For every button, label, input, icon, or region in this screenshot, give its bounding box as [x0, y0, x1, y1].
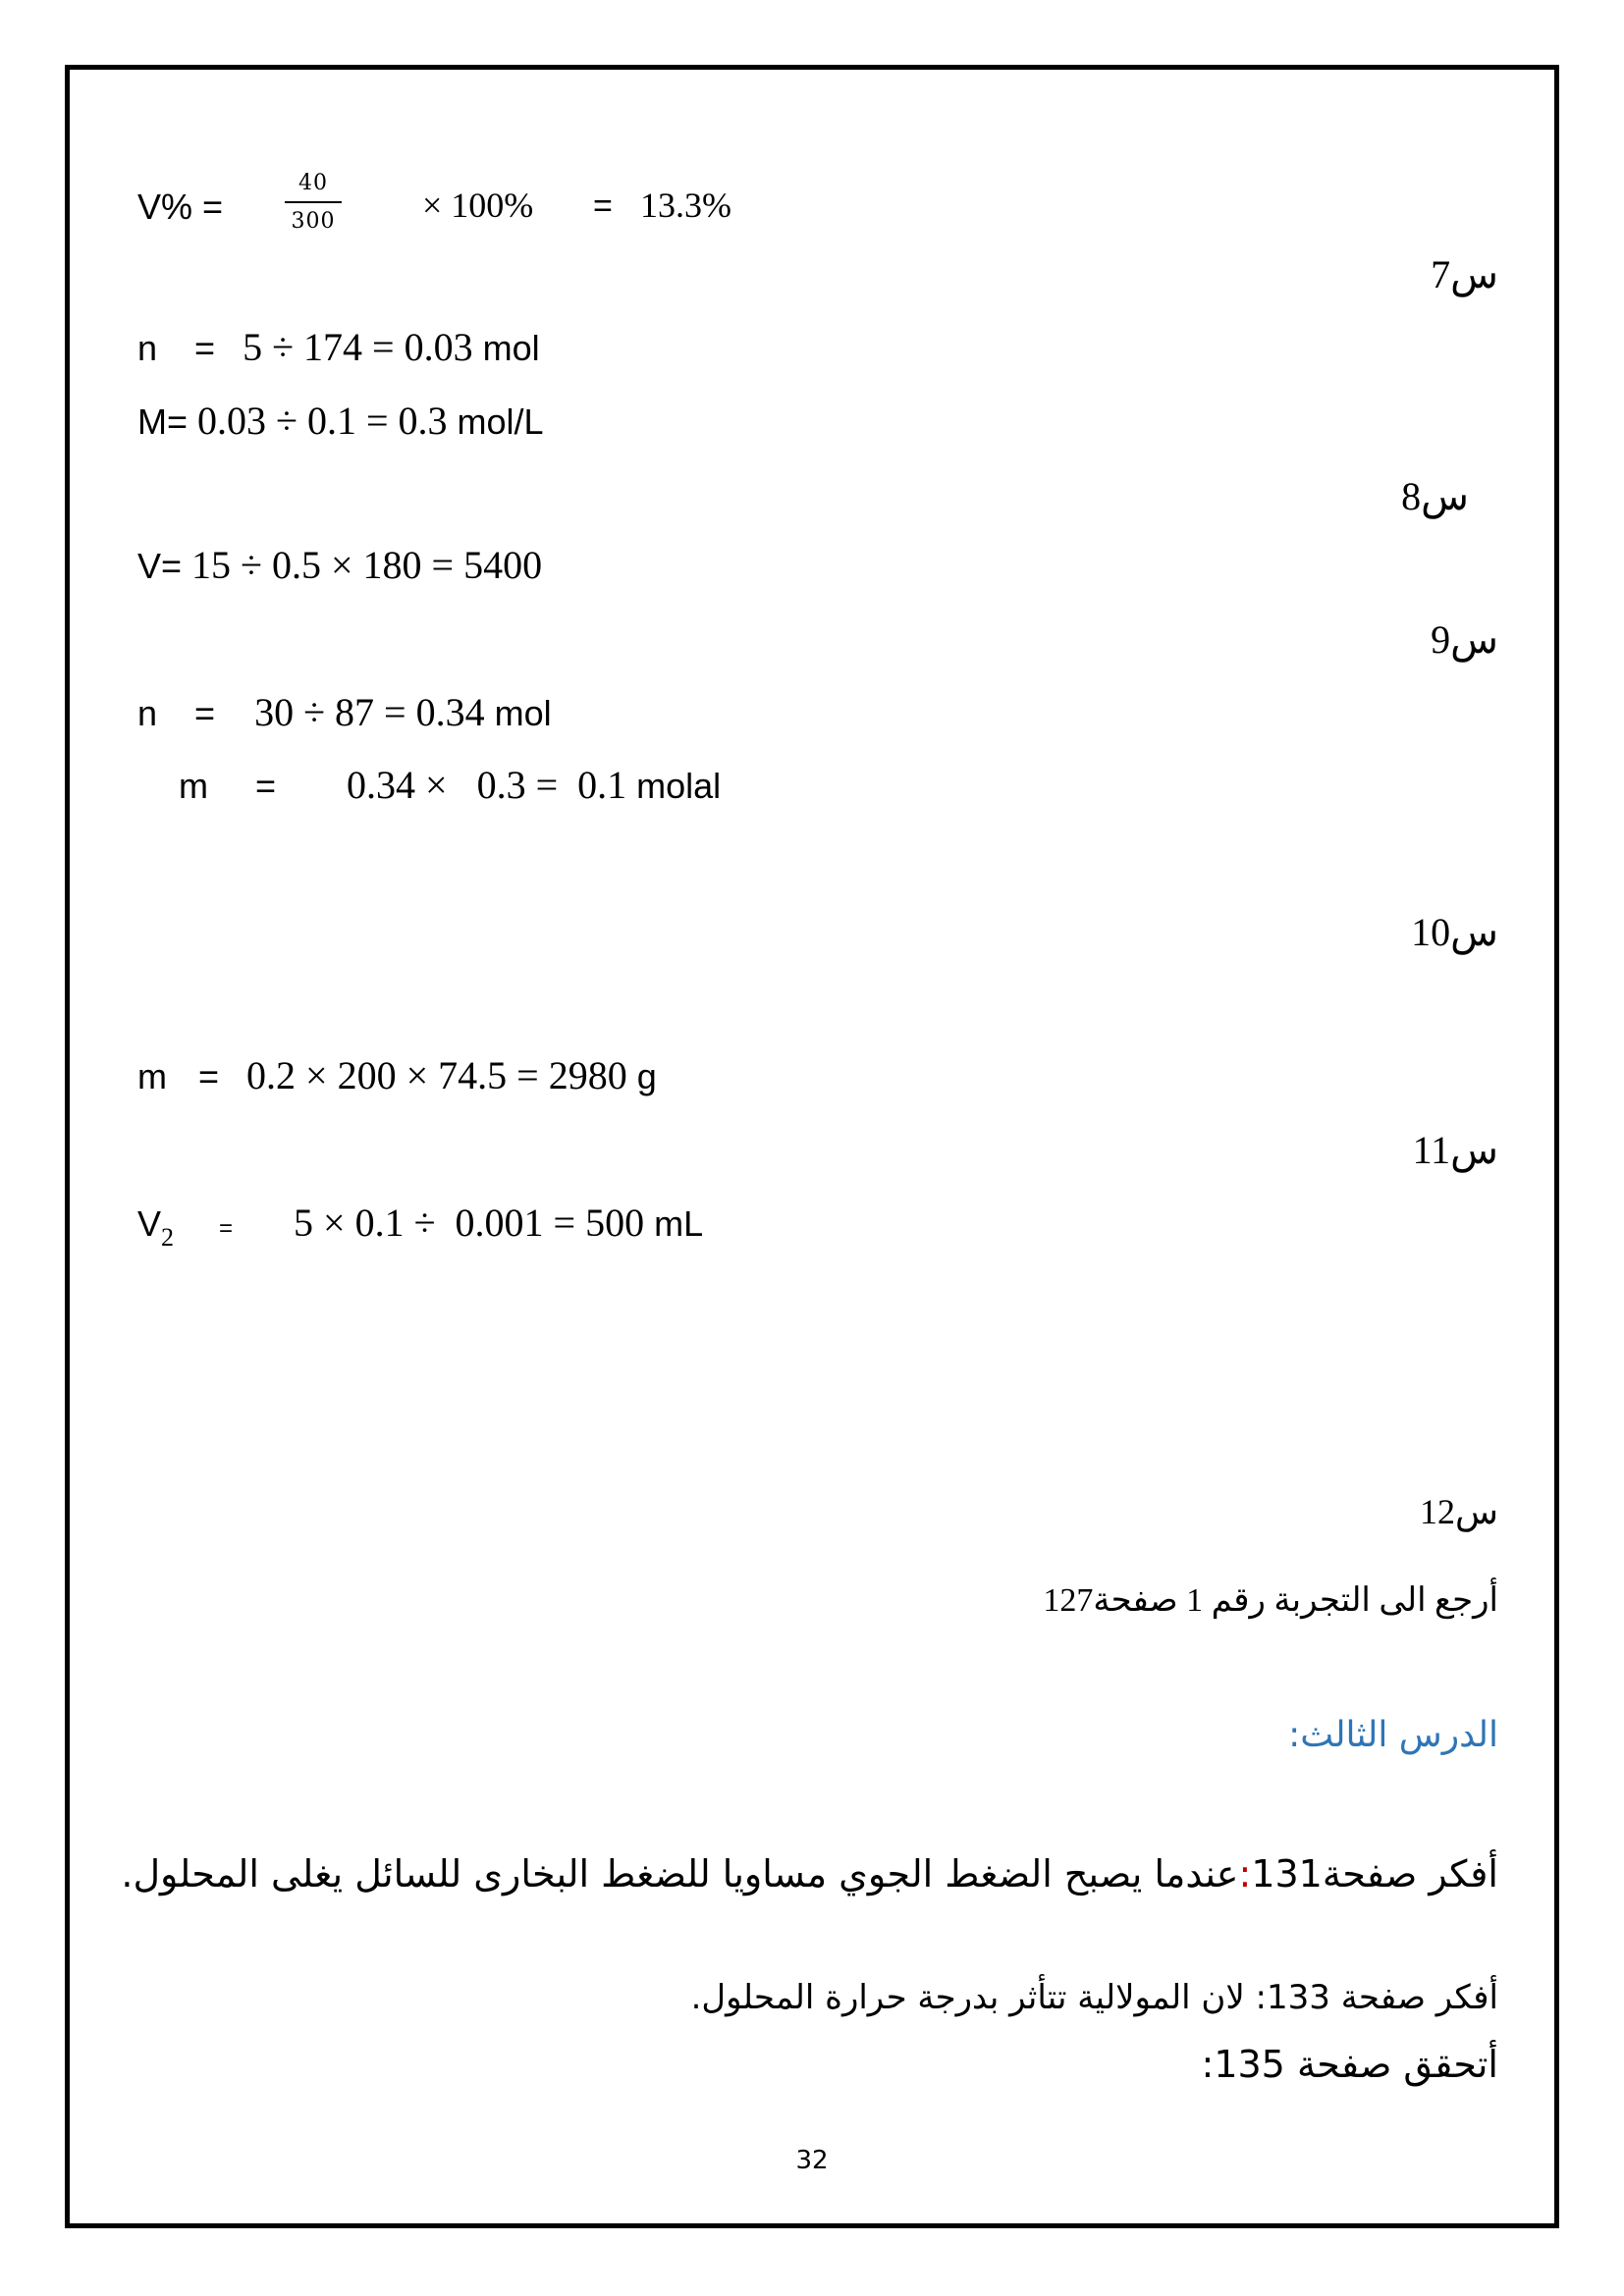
q12-text: أرجع الى التجربة رقم 1 صفحة127 — [1043, 1582, 1498, 1619]
q11-line1-var: V — [137, 1203, 162, 1244]
q9-line2-var: m — [179, 766, 208, 806]
q9-line2-expr: 0.34 × 0.3 = 0.1 — [347, 763, 627, 807]
q7-line1-var: n — [137, 328, 158, 368]
q6-result: 13.3% — [640, 186, 731, 225]
q9-line2-unit: molal — [636, 766, 722, 806]
q11-label: س11 — [1412, 1128, 1498, 1172]
q11-line1-expr: 5 × 0.1 ÷ 0.001 = 500 — [294, 1201, 645, 1245]
q7-line1-eq: = — [194, 328, 216, 368]
page-border — [65, 65, 1559, 2228]
q10-line1-eq: = — [198, 1056, 220, 1096]
think-131-colon: : — [1238, 1852, 1252, 1896]
q7-line1 — [137, 325, 540, 369]
q9-label: س9 — [1431, 617, 1498, 662]
think-131-prefix: أفكر صفحة131 — [1251, 1852, 1498, 1896]
q6-fraction — [285, 173, 342, 233]
q6-lhs: V% = — [137, 187, 224, 227]
q9-line2-eq: = — [255, 766, 277, 806]
think-131-text: عندما يصبح الضغط الجوي مساويا للضغط البخارى للسائل يغلى المحلول. — [121, 1852, 1239, 1896]
q9-line1-eq: = — [194, 693, 216, 733]
q6-denominator: 300 — [291, 209, 336, 234]
think-133-line: أفكر صفحة 133: لان المولالية تتأثر بدرجة حرارة المحلول. — [690, 1978, 1498, 2017]
q8-line1-expr: 15 ÷ 0.5 × 180 = 5400 — [191, 543, 543, 587]
q7-line2-unit: mol/L — [457, 401, 544, 442]
q7-line2-expr: 0.03 ÷ 0.1 = 0.3 — [197, 399, 448, 443]
q7-line1-expr: 5 ÷ 174 = 0.03 — [243, 325, 473, 369]
q9-line1-expr: 30 ÷ 87 = 0.34 — [254, 690, 485, 734]
q11-line1-sub: 2 — [161, 1223, 175, 1252]
q11-line1-eq: = — [219, 1215, 234, 1242]
q10-label: س10 — [1411, 910, 1498, 954]
q6-times: × 100% — [422, 186, 534, 225]
q9-line2 — [179, 763, 722, 807]
q7-label: س7 — [1431, 252, 1498, 296]
q8-line1 — [137, 543, 543, 587]
q8-line1-var: V= — [137, 546, 183, 586]
q10-line1-var: m — [137, 1056, 167, 1096]
q10-line1 — [137, 1053, 657, 1097]
q7-line1-unit: mol — [482, 328, 540, 368]
q11-line1 — [137, 1203, 703, 1251]
lesson3-title: الدرس الثالث: — [1288, 1715, 1498, 1755]
check-135-line: أتحقق صفحة 135: — [1201, 2043, 1498, 2086]
q10-line1-expr: 0.2 × 200 × 74.5 = 2980 — [246, 1053, 627, 1097]
q9-line1-unit: mol — [494, 693, 552, 733]
q6-numerator: 40 — [298, 171, 328, 195]
q11-line1-unit: mL — [654, 1203, 704, 1244]
q9-line1 — [137, 690, 552, 734]
q12-label: س12 — [1420, 1492, 1498, 1531]
page-number: 32 — [795, 2146, 829, 2175]
q9-line1-var: n — [137, 693, 158, 733]
q7-line2-var: M= — [137, 401, 189, 442]
q8-label: س8 — [1401, 474, 1469, 518]
fraction-bar — [285, 201, 342, 203]
q6-equals: = — [593, 187, 613, 225]
think-131-line — [121, 1852, 1498, 1896]
q10-line1-unit: g — [636, 1056, 657, 1096]
q7-line2 — [137, 401, 544, 441]
